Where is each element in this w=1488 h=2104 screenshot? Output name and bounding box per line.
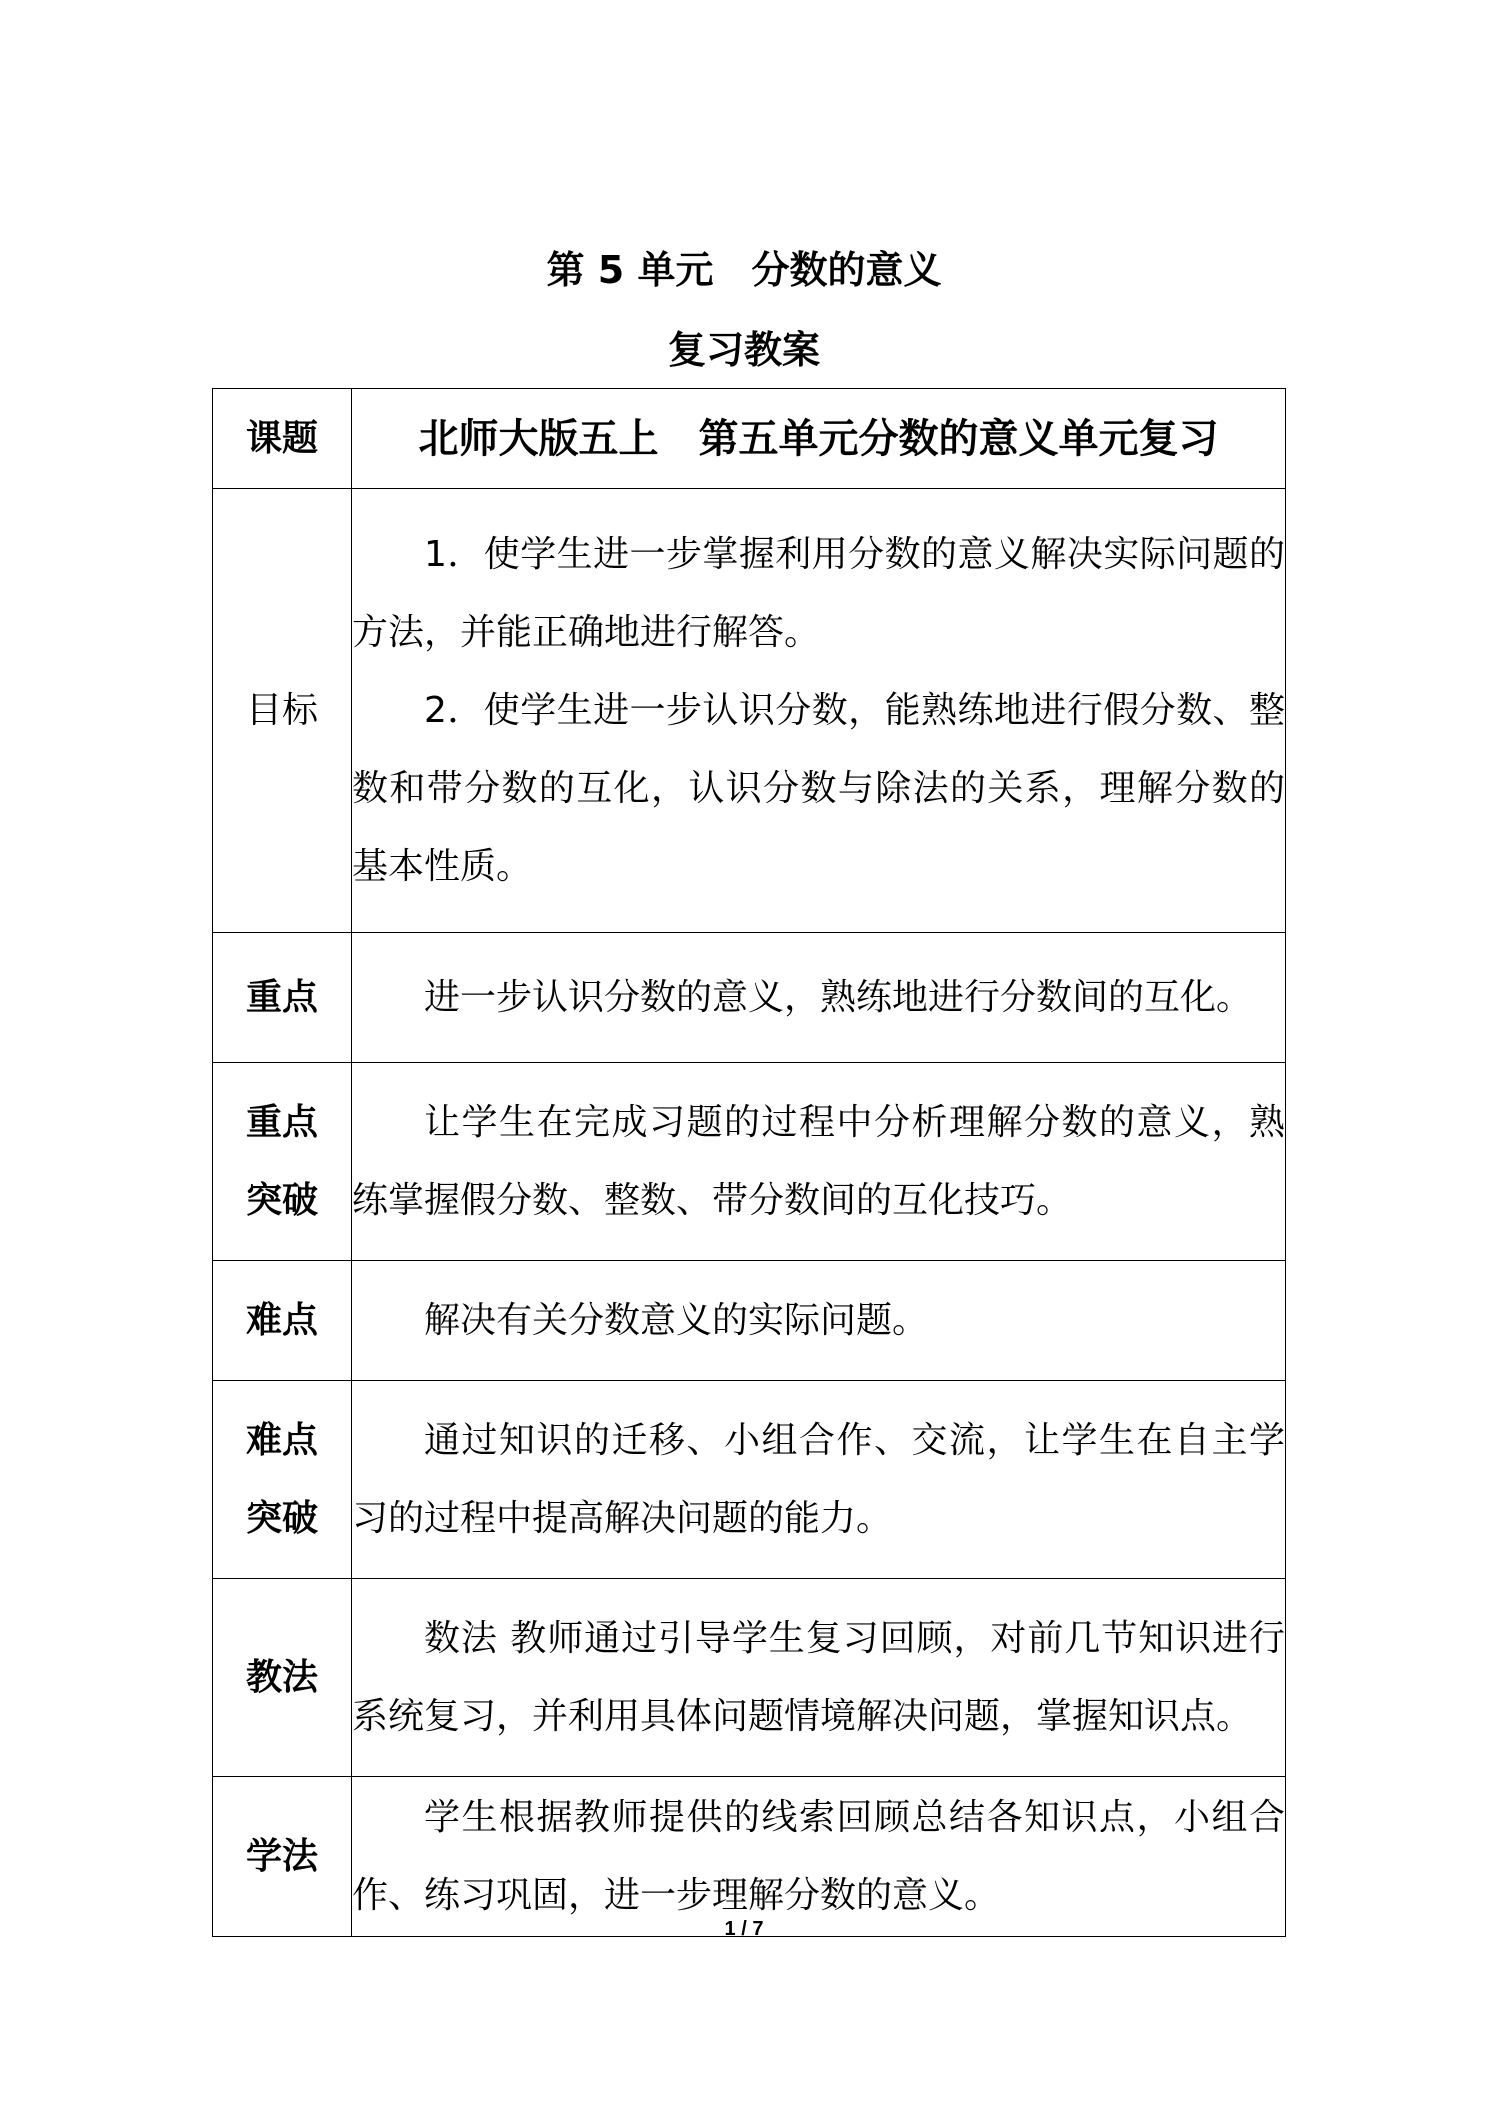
document-subtitle: 复习教案 — [667, 328, 820, 372]
key-break-content — [352, 1063, 1286, 1261]
goal-item-1: 1．使学生进一步掌握利用分数的意义解决实际问题的方法，并能正确地进行解答。 — [352, 533, 1285, 653]
topic-label: 课题 — [213, 389, 352, 489]
teaching-label: 教法 — [213, 1579, 352, 1777]
teaching-text: 数法 教师通过引导学生复习回顾，对前几节知识进行系统复习，并利用具体问题情境解决问题，掌握知识点。 — [352, 1617, 1285, 1737]
table-row-difficulty — [213, 1261, 1286, 1381]
table-row-goals — [213, 489, 1286, 933]
difficulty-break-text: 通过知识的迁移、小组合作、交流，让学生在自主学习的过程中提高解决问题的能力。 — [352, 1419, 1285, 1539]
topic-value-text: 北师大版五上 第五单元分数的意义单元复习 — [418, 415, 1219, 462]
key-break-label — [213, 1063, 352, 1261]
table-row-teaching — [213, 1579, 1286, 1777]
table-row-topic — [213, 389, 1286, 489]
learning-label: 学法 — [213, 1777, 352, 1937]
learning-content — [352, 1777, 1286, 1937]
difficulty-label: 难点 — [213, 1261, 352, 1381]
learning-text: 学生根据教师提供的线索回顾总结各知识点，小组合作、练习巩固，进一步理解分数的意义。 — [352, 1796, 1285, 1916]
key-break-label-line-1: 重点 — [245, 1101, 318, 1143]
topic-value — [352, 389, 1286, 489]
difficulty-text: 解决有关分数意义的实际问题。 — [424, 1299, 929, 1341]
goals-content — [352, 489, 1286, 933]
difficulty-break-content — [352, 1381, 1286, 1579]
difficulty-break-label-line-1: 难点 — [245, 1419, 318, 1461]
difficulty-break-label-line-2: 突破 — [245, 1497, 318, 1539]
difficulty-break-label — [213, 1381, 352, 1579]
page-number: 1 / 7 — [724, 1918, 764, 1940]
goal-item-2: 2．使学生进一步认识分数，能熟练地进行假分数、整数和带分数的互化，认识分数与除法的关系，理解分数的基本性质。 — [352, 689, 1285, 887]
lesson-plan-table — [212, 388, 1286, 1937]
difficulty-content — [352, 1261, 1286, 1381]
key-label: 重点 — [213, 933, 352, 1063]
key-content — [352, 933, 1286, 1063]
table-row-learning — [213, 1777, 1286, 1937]
key-text: 进一步认识分数的意义，熟练地进行分数间的互化。 — [424, 976, 1253, 1018]
key-break-label-line-2: 突破 — [245, 1179, 318, 1221]
goals-label: 目标 — [213, 489, 352, 933]
table-row-key — [213, 933, 1286, 1063]
document-title: 第 5 单元 分数的意义 — [546, 248, 942, 292]
table-row-key-break — [213, 1063, 1286, 1261]
table-row-difficulty-break — [213, 1381, 1286, 1579]
teaching-content — [352, 1579, 1286, 1777]
key-break-text: 让学生在完成习题的过程中分析理解分数的意义，熟练掌握假分数、整数、带分数间的互化技巧。 — [352, 1101, 1285, 1221]
